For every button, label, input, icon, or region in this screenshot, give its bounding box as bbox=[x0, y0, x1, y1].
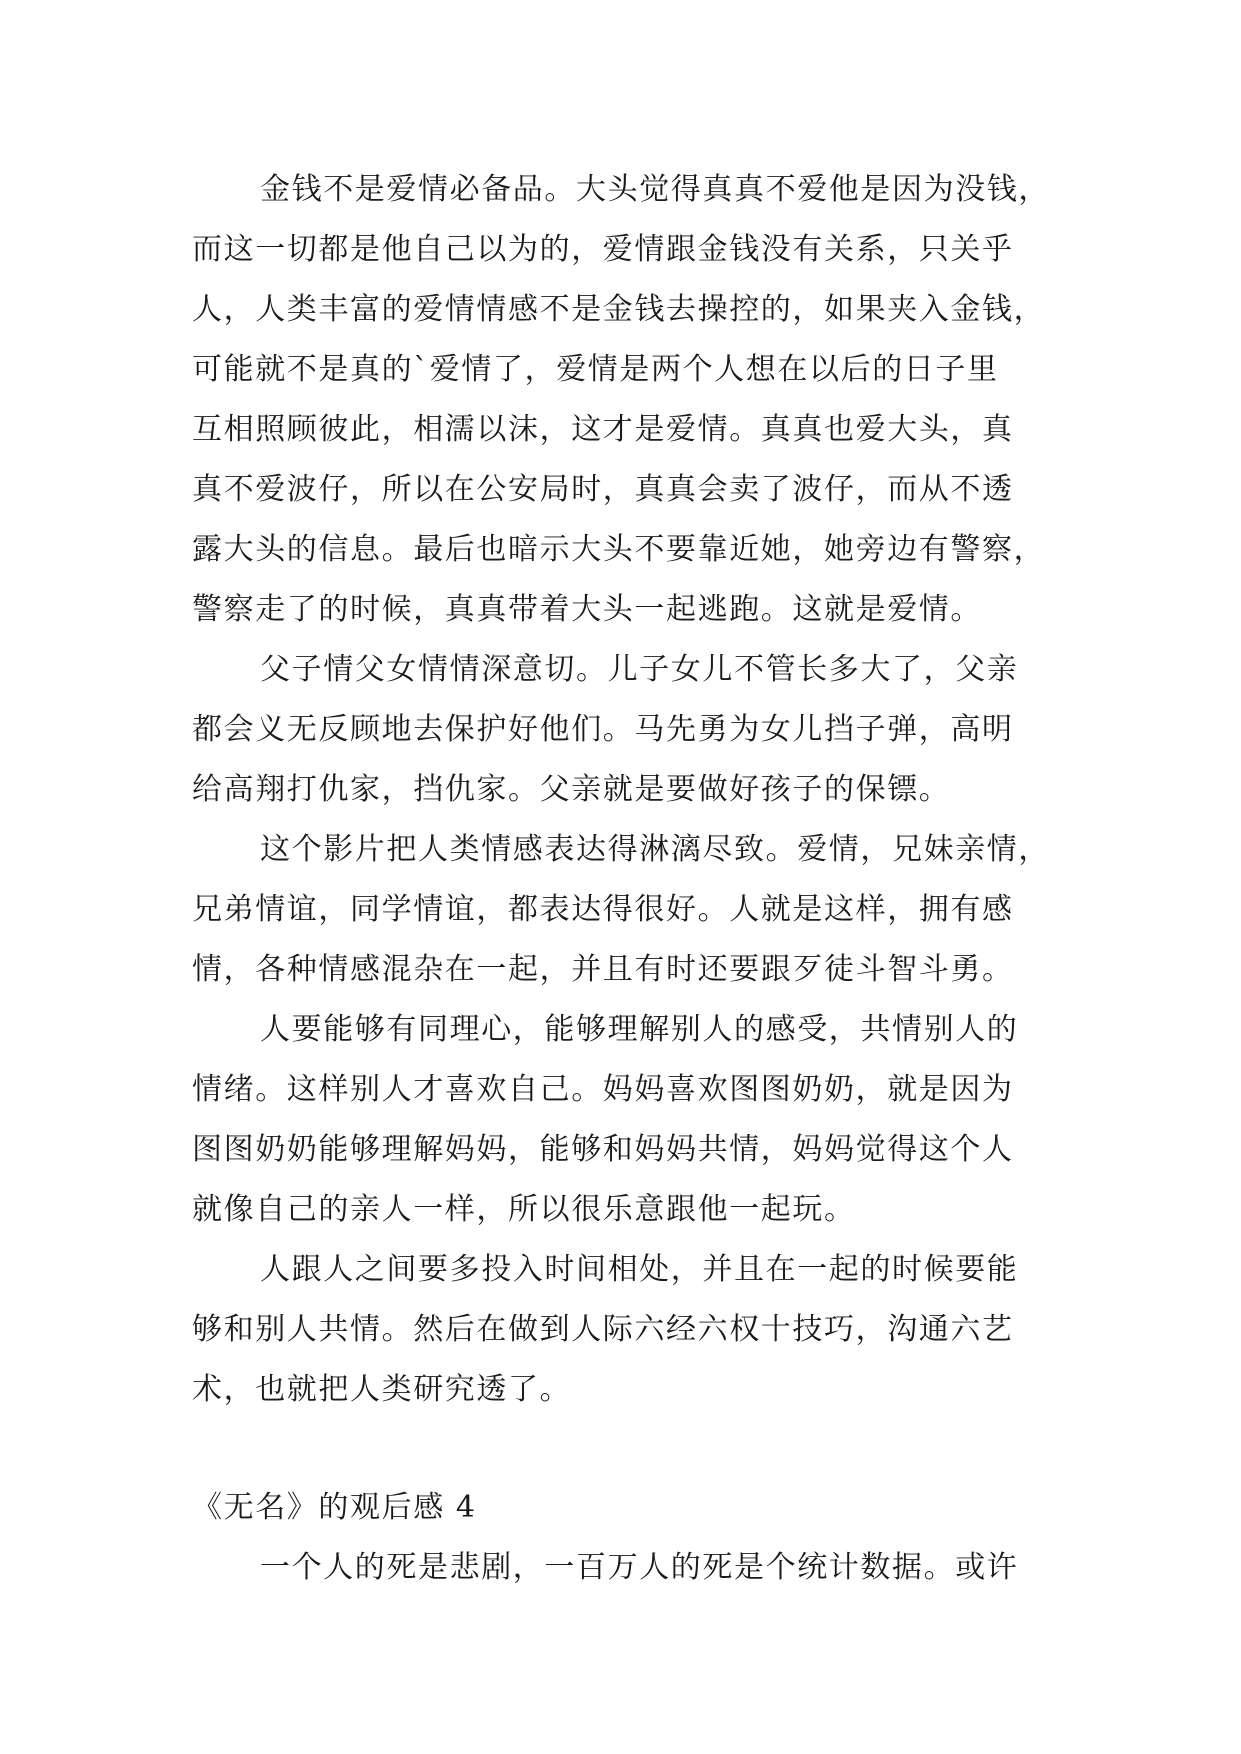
section-spacer bbox=[192, 1420, 1092, 1478]
text-line: 兄弟情谊，同学情谊，都表达得很好。人就是这样，拥有感 bbox=[192, 892, 1014, 927]
essay-body bbox=[192, 160, 1092, 1598]
text-line: 警察走了的时候，真真带着大头一起逃跑。这就是爱情。 bbox=[192, 592, 982, 627]
text-line: 金钱不是爱情必备品。大头觉得真真不爱他是因为没钱， bbox=[260, 172, 1050, 207]
text-line: 而这一切都是他自己以为的，爱情跟金钱没有关系，只关乎 bbox=[192, 232, 1014, 267]
paragraph-time-together bbox=[192, 1240, 1092, 1420]
text-line: 可能就不是真的`爱情了，爱情是两个人想在以后的日子里 bbox=[192, 352, 999, 387]
paragraph-love-and-money bbox=[192, 160, 1092, 640]
text-line: 都会义无反顾地去保护好他们。马先勇为女儿挡子弹，高明 bbox=[192, 712, 1014, 747]
text-line: 露大头的信息。最后也暗示大头不要靠近她，她旁边有警察， bbox=[192, 532, 1046, 567]
paragraph-final bbox=[192, 1538, 1092, 1598]
text-line: 父子情父女情情深意切。儿子女儿不管长多大了，父亲 bbox=[260, 652, 1019, 687]
text-line: 够和别人共情。然后在做到人际六经六权十技巧，沟通六艺 bbox=[192, 1312, 1014, 1347]
text-line: 人跟人之间要多投入时间相处，并且在一起的时候要能 bbox=[260, 1252, 1019, 1287]
text-line: 人要能够有同理心，能够理解别人的感受，共情别人的 bbox=[260, 1012, 1019, 1047]
text-line: 术，也就把人类研究透了。 bbox=[192, 1372, 572, 1407]
section-heading: 《无名》的观后感 4 bbox=[192, 1490, 477, 1525]
text-line: 一个人的死是悲剧，一百万人的死是个统计数据。或许 bbox=[260, 1550, 1019, 1585]
text-line: 互相照顾彼此，相濡以沫，这才是爱情。真真也爱大头，真 bbox=[192, 412, 1014, 447]
text-line: 就像自己的亲人一样，所以很乐意跟他一起玩。 bbox=[192, 1192, 856, 1227]
text-line: 情绪。这样别人才喜欢自己。妈妈喜欢图图奶奶，就是因为 bbox=[192, 1072, 1014, 1107]
paragraph-parental-love bbox=[192, 640, 1092, 820]
text-line: 图图奶奶能够理解妈妈，能够和妈妈共情，妈妈觉得这个人 bbox=[192, 1132, 1014, 1167]
text-line: 情，各种情感混杂在一起，并且有时还要跟歹徒斗智斗勇。 bbox=[192, 952, 1014, 987]
text-line: 真不爱波仔，所以在公安局时，真真会卖了波仔，而从不透 bbox=[192, 472, 1014, 507]
paragraph-human-emotion bbox=[192, 820, 1092, 1000]
text-line: 人，人类丰富的爱情情感不是金钱去操控的，如果夹入金钱， bbox=[192, 292, 1046, 327]
text-line: 这个影片把人类情感表达得淋漓尽致。爱情，兄妹亲情， bbox=[260, 832, 1050, 867]
text-line: 给高翔打仇家，挡仇家。父亲就是要做好孩子的保镖。 bbox=[192, 772, 951, 807]
paragraph-empathy bbox=[192, 1000, 1092, 1240]
